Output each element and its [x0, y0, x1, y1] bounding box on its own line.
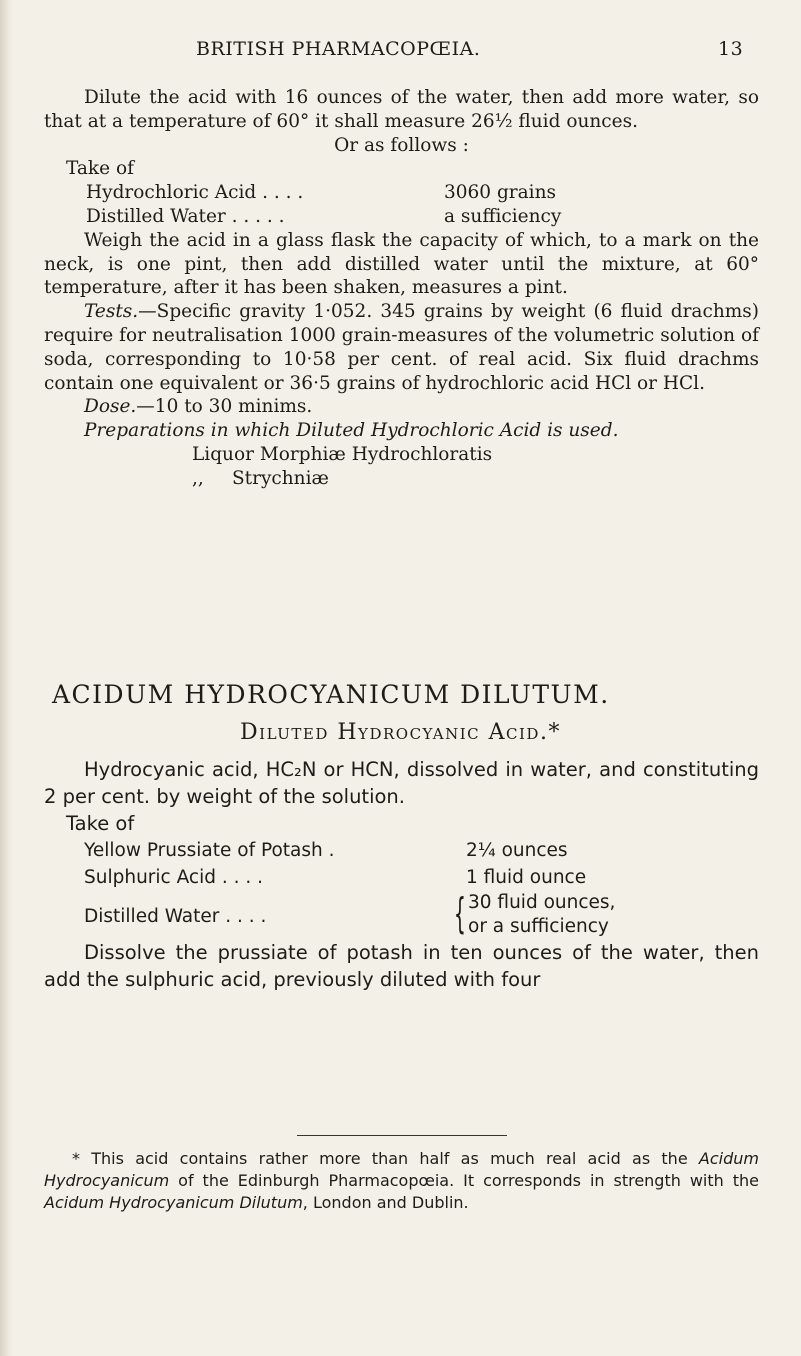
ingredient-name: Distilled Water . . . . . — [86, 205, 285, 227]
header-title: BRITISH PHARMACOPŒIA. — [196, 38, 481, 60]
tests-label: Tests. — [84, 301, 139, 323]
ingredient-qty: 3060 grains — [444, 182, 557, 204]
ingredient-qty: 2¼ ounces — [466, 840, 568, 861]
preparation-item: Liquor Morphiæ Hydrochloratis — [192, 443, 493, 465]
ingredient-row — [44, 864, 759, 891]
or-as-follows: Or as follows : — [334, 134, 469, 156]
footnote: * This acid contains rather more than half as much real acid as the Acidum Hydrocyanicum of the Edinburgh Pharmacopœia. It corresponds in strength with the Acidum Hydrocyanicum Dilutum, London and Dublin. — [44, 1149, 759, 1212]
take-of-label: Take of — [66, 812, 135, 835]
ditto-mark: ,, — [192, 467, 204, 489]
ingredient-name: Hydrochloric Acid . . . . — [86, 182, 304, 204]
ingredient-name: Distilled Water . . . . — [84, 906, 267, 927]
dose-label: Dose. — [84, 396, 137, 418]
ingredient-row — [44, 837, 759, 864]
dilution-paragraph: Dilute the acid with 16 ounces of the water, then add more water, so that at a temperature of 60° it shall measure 26½ fluid ounces. — [44, 87, 759, 132]
ingredient-qty: 1 fluid ounce — [466, 867, 587, 888]
tests-text: —Specific gravity 1·052. 345 grains by weight (6 fluid drachms) require for neutralisation 1000 grain-measures of the volumetric solution of soda, corresponding to 10·58 per cent. of real acid. Six fluid drachms contain one equivalent or 36·5 grains of hydrochloric acid HCl or HCl. — [44, 301, 759, 394]
weigh-paragraph: Weigh the acid in a glass flask the capacity of which, to a mark on the neck, is one pint, then add distilled water until the mixture, at 60° temperature, after it has been shaken, measures a pint. — [44, 229, 759, 299]
preparations-heading: Preparations in which Diluted Hydrochloric Acid is used. — [84, 420, 619, 442]
take-of-label: Take of — [66, 158, 134, 180]
section-subheading: Diluted Hydrocyanic Acid.* — [240, 720, 561, 745]
ingredient-qty: 30 fluid ounces, or a sufficiency — [468, 892, 616, 937]
section-hydrochloric-acid — [44, 86, 759, 491]
ingredient-row — [44, 181, 759, 205]
section-heading: ACIDUM HYDROCYANICUM DILUTUM. — [52, 680, 610, 709]
preparation-item: ,, Strychniæ — [192, 467, 329, 489]
page-gutter-shadow — [0, 0, 14, 1356]
page-number: 13 — [718, 38, 744, 60]
tests-paragraph — [44, 300, 759, 395]
ingredient-name: Sulphuric Acid . . . . — [84, 867, 264, 888]
running-header — [0, 38, 801, 68]
definition-paragraph: Hydrocyanic acid, HC₂N or HCN, dissolved in water, and constituting 2 per cent. by weight of the solution. — [44, 758, 759, 808]
ingredient-row-braced — [44, 891, 759, 939]
ingredient-name: Yellow Prussiate of Potash . — [84, 840, 335, 861]
section-hydrocyanic-acid — [44, 756, 759, 993]
ingredient-row — [44, 205, 759, 229]
method-paragraph: Dissolve the prussiate of potash in ten ounces of the water, then add the sulphuric acid, previously diluted with four — [44, 941, 759, 991]
brace-symbol: { — [453, 889, 466, 938]
ingredient-qty: a sufficiency — [444, 205, 562, 227]
footnote-divider — [297, 1135, 507, 1136]
dose-paragraph — [44, 395, 759, 419]
dose-text: —10 to 30 minims. — [136, 396, 313, 418]
